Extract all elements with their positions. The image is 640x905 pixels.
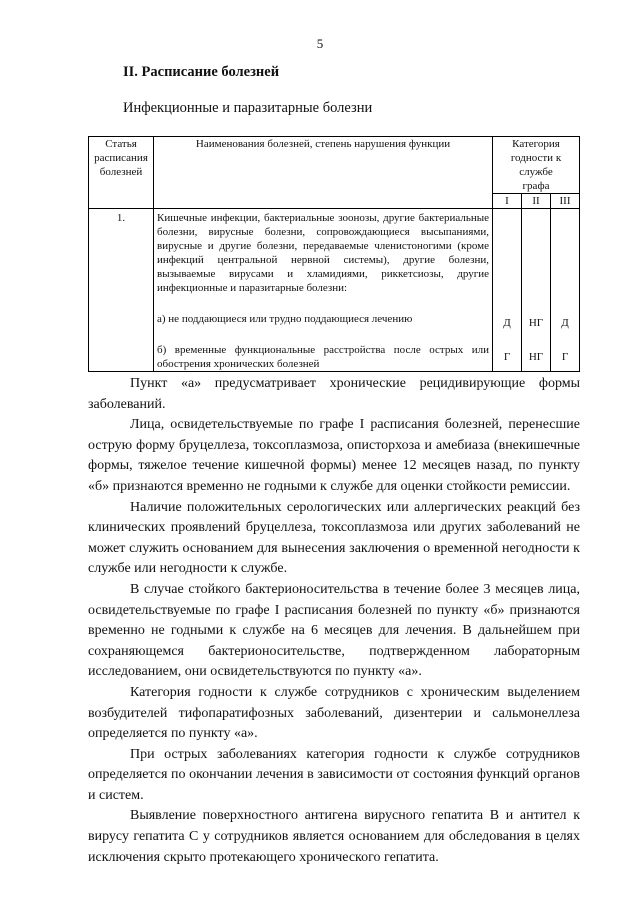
table-header-row	[89, 137, 580, 194]
section-subtitle: Инфекционные и паразитарные болезни	[123, 100, 373, 116]
paragraph-3: Наличие положительных серологических или аллергических реакций без клинических проявлений бруцеллеза, токсоплазмоза или других заболеваний не может служить основанием для вынесения заключения о временной негодности к службе или негодности к службе.	[88, 499, 580, 577]
header-category-label: Категория годности к службе	[510, 138, 562, 178]
grade-b-3: Г	[561, 351, 569, 363]
grade-a-1: Д	[503, 317, 511, 329]
grade-a-3: Д	[561, 317, 569, 329]
paragraph-7: Выявление поверхностного антигена вирусного гепатита B и антител к вирусу гепатита C у сотрудников является основанием для обследования в целях исключения скрыто протекающего хронического гепатита.	[88, 808, 580, 865]
grade-b-2: НГ	[528, 351, 544, 363]
paragraph-5: Категория годности к службе сотрудников с хроническим выделением возбудителей тифопаратифозных заболеваний, дизентерии и сальмонеллеза определяется по пункту «а».	[88, 684, 580, 742]
header-column-1: I	[493, 194, 522, 209]
page-number: 5	[316, 36, 324, 51]
disease-item-a: а) не поддающиеся или трудно поддающиеся лечению	[157, 313, 413, 325]
disease-intro: Кишечные инфекции, бактериальные зоонозы, другие бактериальные болезни, вирусные болезни, сопровождающиеся высыпаниями, вирусные и другие болезни, передаваемые членистоногими (кроме инфекций центральной нервной системы), другие болезни, вызываемые вирусами и хламидиями, риккетсиозы, другие инфекционные и паразитарные болезни:	[157, 212, 489, 294]
row-article-number: 1.	[89, 209, 154, 372]
body-text	[88, 374, 580, 868]
header-category	[493, 137, 580, 194]
disease-schedule-table	[88, 136, 580, 372]
header-graph-label: графа	[522, 180, 550, 192]
grade-column-2	[522, 209, 551, 372]
paragraph-2: Лица, освидетельствуемые по графе I расписания болезней, перенесшие острую форму бруцеллеза, токсоплазмоза, описторхоза и амебиаза (внекишечные формы, тяжелое течение кишечной формы) менее 12 месяцев назад, по пункту «б» признаются временно не годными к службе для оценки стойкости ремиссии.	[88, 417, 580, 494]
paragraph-1: Пункт «а» предусматривает хронические рецидивирующие формы заболеваний.	[88, 376, 580, 412]
paragraph-6: При острых заболеваниях категория годности к службе сотрудников определяется по окончании лечения в зависимости от состояния функций органов и систем.	[88, 746, 580, 803]
disease-item-b: б) временные функциональные расстройства после острых или обострения хронических болезней	[157, 344, 489, 370]
paragraph-4: В случае стойкого бактерионосительства в течение более 3 месяцев лица, освидетельствуемые по графе I расписания болезней по пункту «б» признаются временно не годными к службе на 6 месяцев для лечения. В дальнейшем при сохраняющемся бактерионосительстве, подтвержденном лабораторным исследованием, они освидетельствуются по пункту «а».	[88, 581, 580, 680]
header-column-3: III	[551, 194, 580, 209]
header-article: Статья расписания болезней	[89, 137, 154, 209]
grade-column-3	[551, 209, 580, 372]
grade-b-1: Г	[503, 351, 511, 363]
table-row	[89, 209, 580, 372]
section-title: II. Расписание болезней	[123, 64, 280, 80]
grade-a-2: НГ	[528, 317, 544, 329]
row-disease-description	[154, 209, 493, 372]
header-disease-name: Наименования болезней, степень нарушения функции	[154, 137, 493, 209]
header-column-2: II	[522, 194, 551, 209]
grade-column-1	[493, 209, 522, 372]
